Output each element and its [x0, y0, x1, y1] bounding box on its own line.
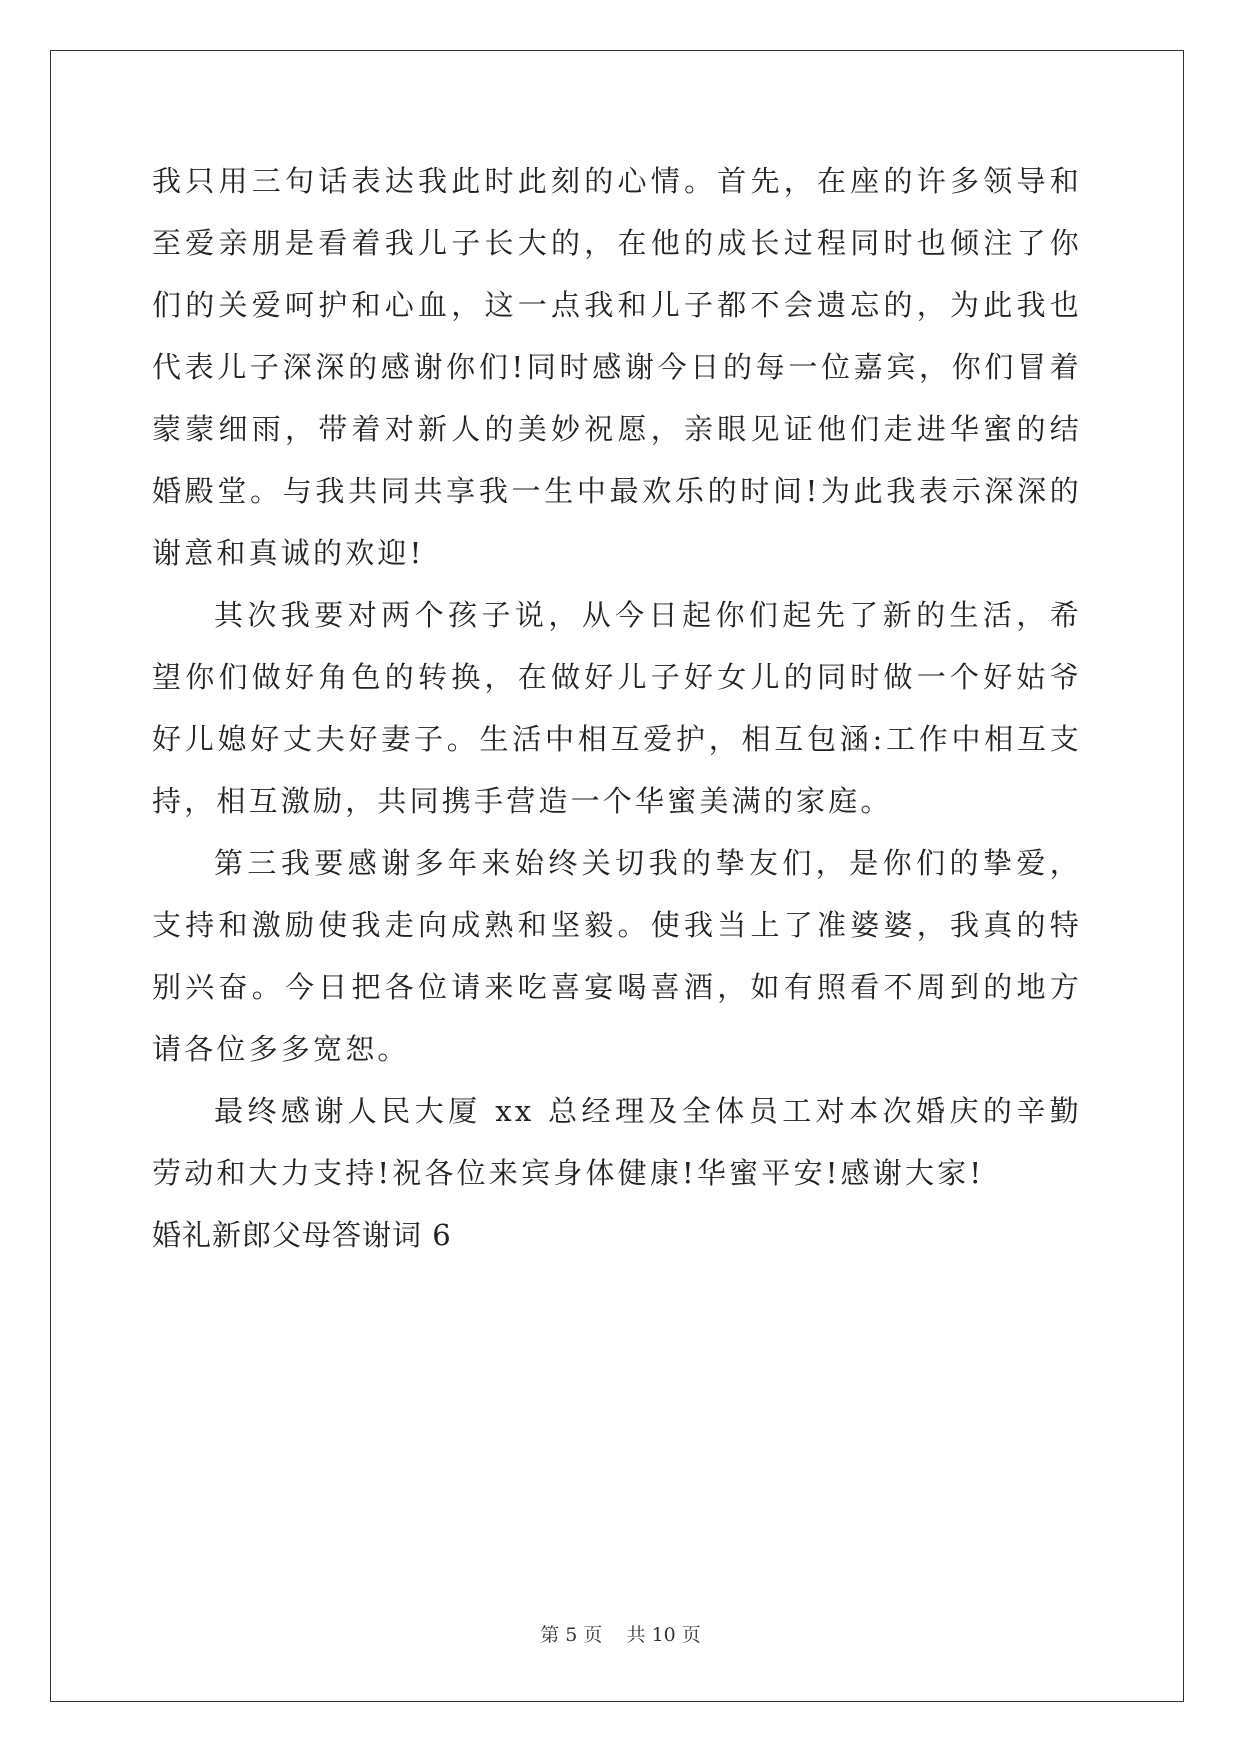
- page-footer: [0, 1620, 1241, 1647]
- page-number: 第 5 页: [540, 1624, 603, 1646]
- paragraph-intro: 我只用三句话表达我此时此刻的心情。首先，在座的许多领导和至爱亲朋是看着我儿子长大的，在他的成长过程同时也倾注了你们的关爱呵护和心血，这一点我和儿子都不会遗忘的，为此我也代表儿子深深的感谢你们!同时感谢今日的每一位嘉宾，你们冒着蒙蒙细雨，带着对新人的美妙祝愿，亲眼见证他们走进华蜜的结婚殿堂。与我共同共享我一生中最欢乐的时间!为此我表示深深的谢意和真诚的欢迎!: [152, 164, 1082, 570]
- paragraph-third: 第三我要感谢多年来始终关切我的挚友们，是你们的挚爱，支持和激励使我走向成熟和坚毅。使我当上了准婆婆，我真的特别兴奋。今日把各位请来吃喜宴喝喜酒，如有照看不周到的地方请各位多多宽恕。: [152, 846, 1082, 1066]
- paragraph-final: 最终感谢人民大厦 xx 总经理及全体员工对本次婚庆的辛勤劳动和大力支持!祝各位来宾身体健康!华蜜平安!感谢大家!: [152, 1094, 1082, 1190]
- paragraph-second: 其次我要对两个孩子说，从今日起你们起先了新的生活，希望你们做好角色的转换，在做好儿子好女儿的同时做一个好姑爷好儿媳好丈夫好妻子。生活中相互爱护，相互包涵:工作中相互支持，相互激励，共同携手营造一个华蜜美满的家庭。: [152, 598, 1082, 818]
- document-body: [152, 150, 1082, 1266]
- section-heading: 婚礼新郎父母答谢词 6: [152, 1218, 452, 1252]
- page-total: 共 10 页: [626, 1624, 701, 1646]
